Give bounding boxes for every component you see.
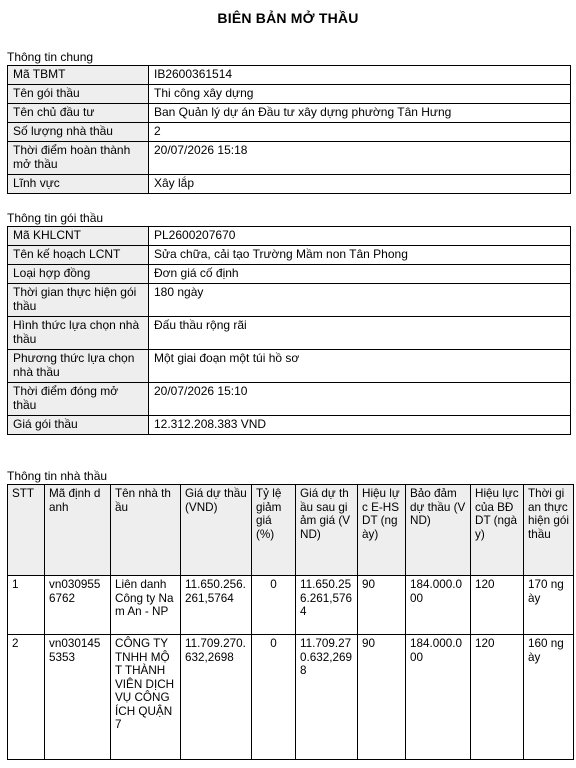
contractors-table [7, 484, 574, 760]
general-row-count: Số lượng nhà thầu 2 [8, 123, 571, 142]
col-header-stt: STT [8, 485, 45, 576]
table-row: 1 vn0309556762 Liên danh Công ty Nam An - NP 11.650.256.261,5764 0 11.650.256.261,5764 90 184.000.000 120 170 ngày [8, 576, 574, 635]
col-header-bid-price: Giá dự thầu (VND) [181, 485, 252, 576]
general-row-opening-time: Thời điểm hoàn thành mở thầu 20/07/2026 15:18 [8, 142, 571, 175]
general-row-tbmt: Mã TBMT IB2600361514 [8, 66, 571, 85]
general-row-field: Lĩnh vực Xây lắp [8, 175, 571, 194]
general-heading: Thông tin chung [7, 50, 94, 64]
package-row-contract-type: Loại hợp đồng Đơn giá cố định [8, 265, 571, 284]
col-header-discount: Tỷ lệ giảm giá (%) [252, 485, 296, 576]
col-header-name: Tên nhà thầu [111, 485, 181, 576]
col-header-validity: Hiệu lực E-HSDT (ngày) [358, 485, 406, 576]
col-header-id: Mã định danh [45, 485, 111, 576]
package-heading: Thông tin gói thầu [7, 211, 104, 225]
general-row-package: Tên gói thầu Thi công xây dựng [8, 85, 571, 104]
col-header-guarantee-validity: Hiệu lực của BĐ DT (ngày) [471, 485, 524, 576]
col-header-price-after-discount: Giá dự thầu sau giảm giá (VND) [296, 485, 358, 576]
package-row-closing-time: Thời điểm đóng mở thầu 20/07/2026 15:10 [8, 383, 571, 416]
package-row-plan-name: Tên kế hoạch LCNT Sửa chữa, cải tạo Trường Mầm non Tân Phong [8, 246, 571, 265]
package-row-price: Giá gói thầu 12.312.208.383 VND [8, 416, 571, 435]
general-row-investor: Tên chủ đầu tư Ban Quản lý dự án Đầu tư xây dựng phường Tân Hưng [8, 104, 571, 123]
col-header-duration: Thời gian thực hiện gói thầu [524, 485, 574, 576]
contractors-heading: Thông tin nhà thầu [7, 469, 108, 483]
general-table [7, 65, 571, 194]
package-row-selection-form: Hình thức lựa chọn nhà thầu Đấu thầu rộng rãi [8, 317, 571, 350]
table-row: 2 vn0301455353 CÔNG TY TNHH MỘT THÀNH VIÊN DỊCH VỤ CÔNG ÍCH QUẬN 7 11.709.270.632,2698 0 11.709.270.632,2698 90 184.000.000 120 160 ngày [8, 635, 574, 760]
col-header-guarantee: Bảo đảm dự thầu (VND) [406, 485, 471, 576]
package-row-duration: Thời gian thực hiện gói thầu 180 ngày [8, 284, 571, 317]
document-title: BIÊN BẢN MỞ THẦU [217, 10, 359, 26]
contractors-header-row [8, 485, 574, 576]
package-row-khlcnt: Mã KHLCNT PL2600207670 [8, 227, 571, 246]
package-table [7, 226, 571, 435]
package-row-selection-method: Phương thức lựa chọn nhà thầu Một giai đoạn một túi hồ sơ [8, 350, 571, 383]
